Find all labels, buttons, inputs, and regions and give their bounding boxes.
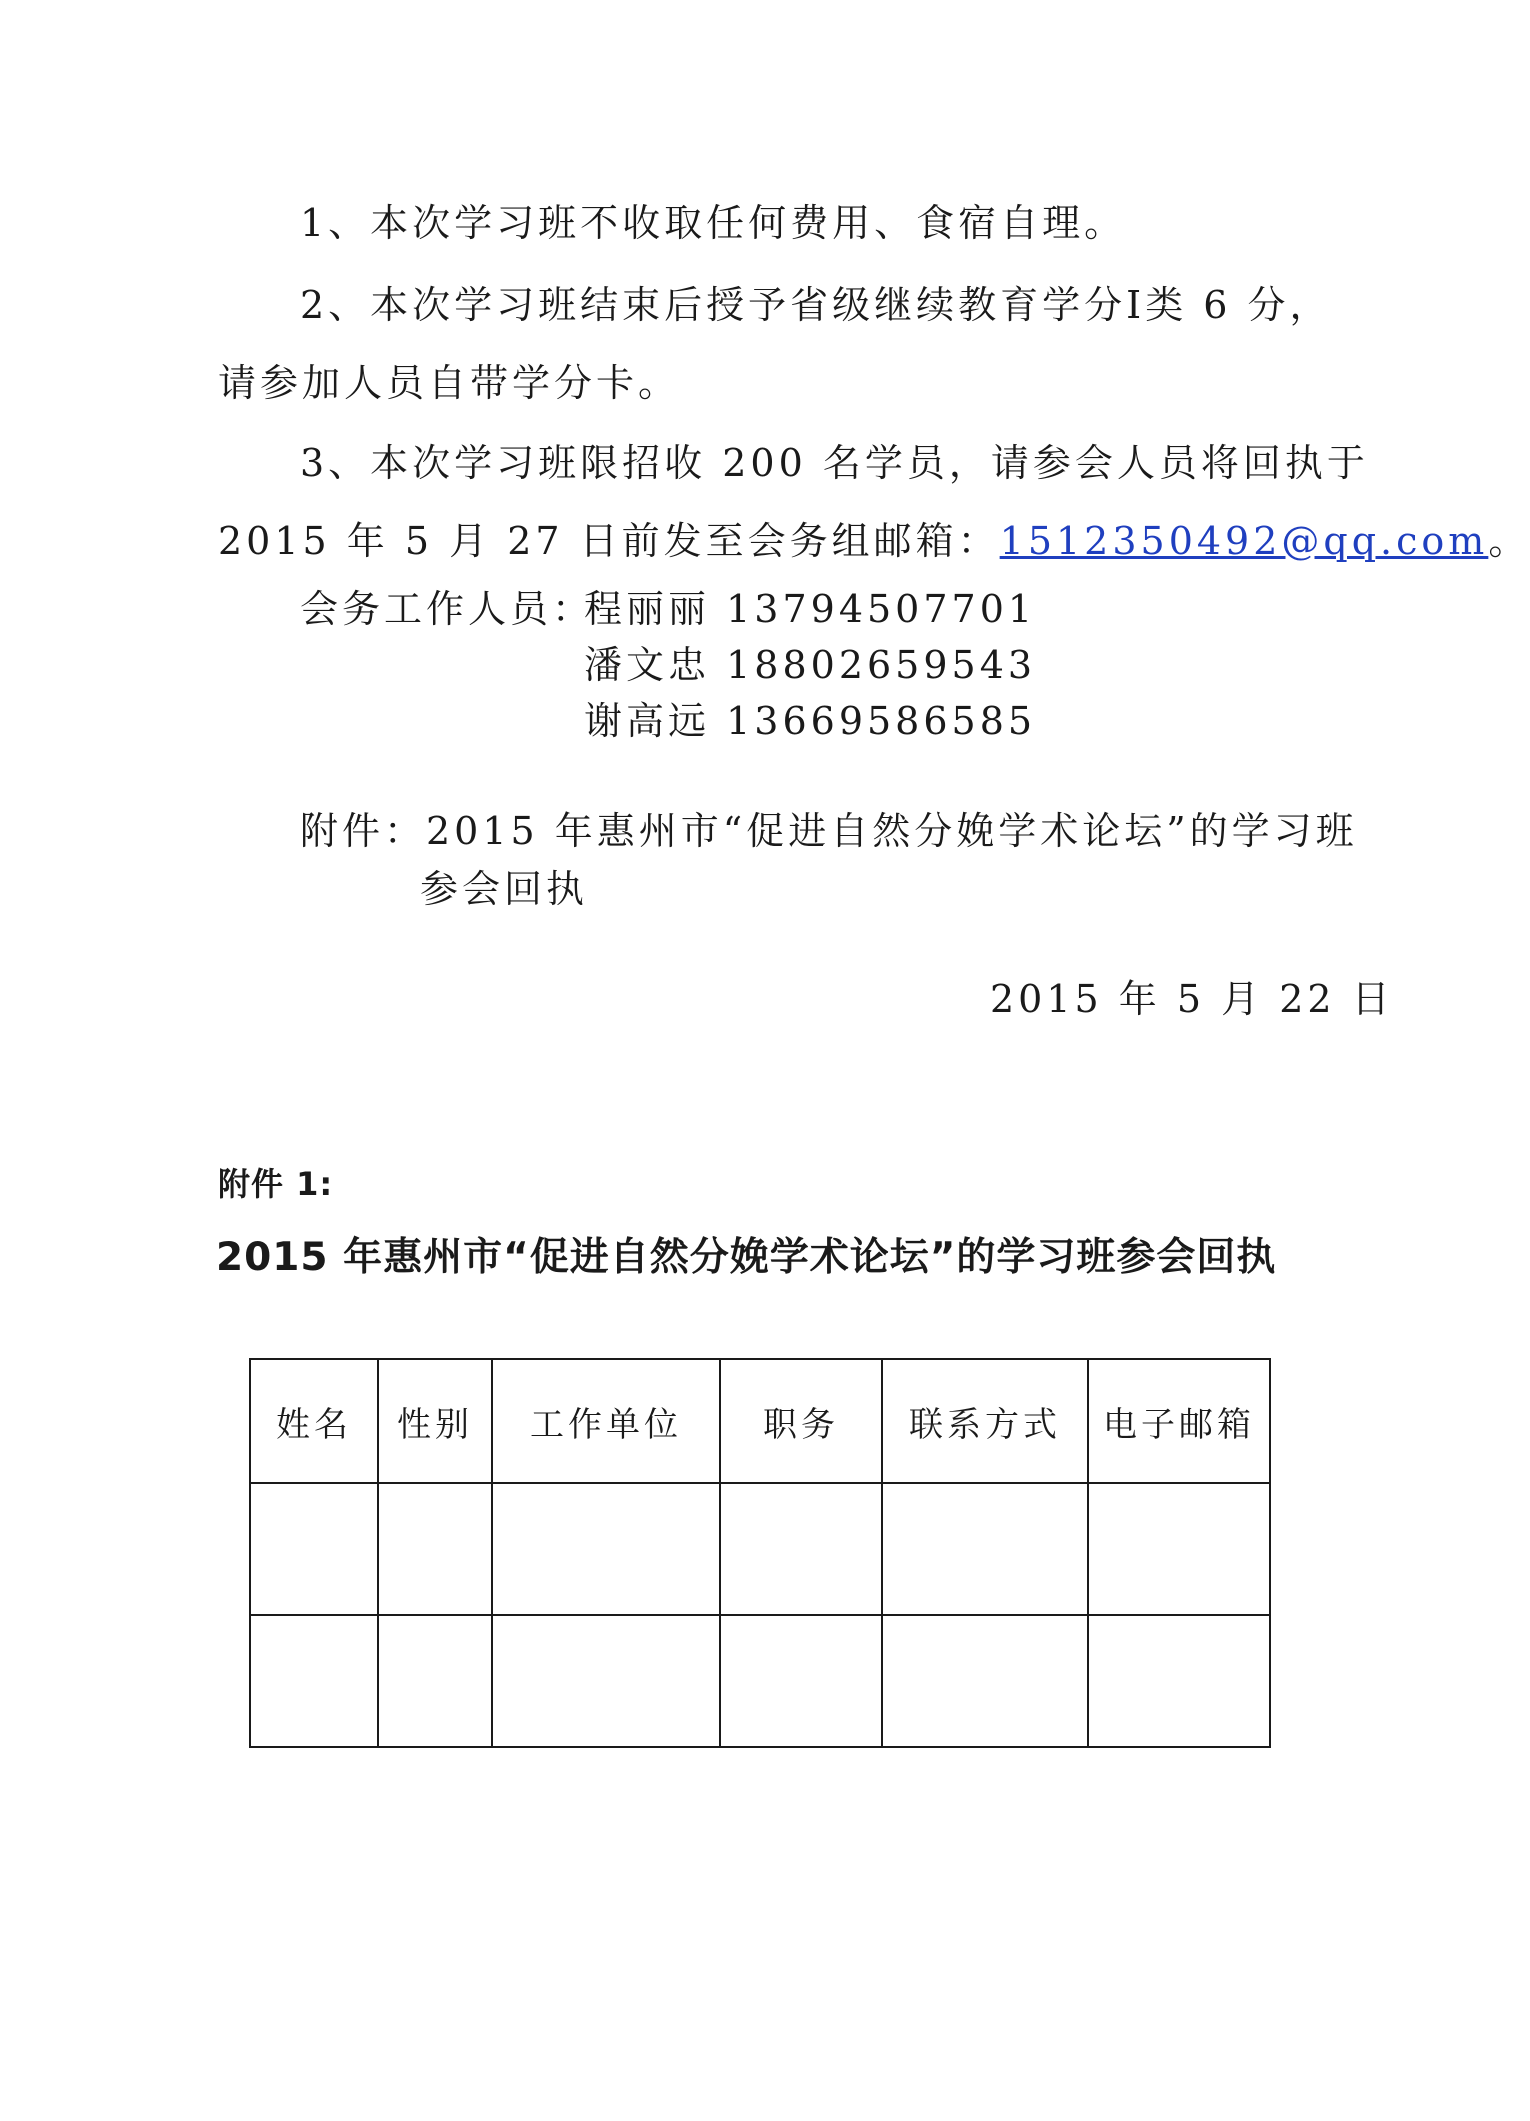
staff-member-3 — [584, 699, 1037, 743]
header-workplace: 工作单位 — [492, 1359, 720, 1483]
notice-item-3-line-2 — [218, 519, 1530, 563]
appendix-title: 2015 年惠州市“促进自然分娩学术论坛”的学习班参会回执 — [216, 1235, 1277, 1280]
staff-name: 程丽丽 — [584, 587, 711, 631]
staff-member-1 — [584, 587, 1037, 631]
table-cell[interactable] — [882, 1615, 1088, 1747]
registration-table — [249, 1358, 1271, 1748]
table-cell[interactable] — [250, 1483, 378, 1615]
table-cell[interactable] — [492, 1483, 720, 1615]
header-email: 电子邮箱 — [1088, 1359, 1270, 1483]
staff-name: 潘文忠 — [584, 643, 711, 687]
staff-phone: 18802659543 — [726, 643, 1037, 687]
notice-item-2-line-2: 请参加人员自带学分卡。 — [218, 361, 681, 405]
document-date: 2015 年 5 月 22 日 — [990, 977, 1394, 1021]
staff-member-2 — [584, 643, 1037, 687]
table-row — [250, 1615, 1270, 1747]
table-cell[interactable] — [1088, 1483, 1270, 1615]
table-cell[interactable] — [720, 1615, 882, 1747]
attachment-line-1: 附件：2015 年惠州市“促进自然分娩学术论坛”的学习班 — [300, 809, 1358, 853]
staff-phone: 13669586585 — [726, 699, 1037, 743]
notice-item-1: 1、本次学习班不收取任何费用、食宿自理。 — [300, 201, 1127, 245]
table-cell[interactable] — [492, 1615, 720, 1747]
staff-name: 谢高远 — [584, 699, 711, 743]
header-contact: 联系方式 — [882, 1359, 1088, 1483]
table-cell[interactable] — [378, 1615, 492, 1747]
staff-phone: 13794507701 — [726, 587, 1037, 631]
appendix-label: 附件 1: — [218, 1165, 334, 1203]
email-link[interactable]: 1512350492@qq.com — [999, 519, 1489, 563]
notice-item-2-line-1: 2、本次学习班结束后授予省级继续教育学分Ⅰ类 6 分， — [300, 283, 1332, 327]
period: 。 — [1488, 519, 1530, 563]
table-cell[interactable] — [1088, 1615, 1270, 1747]
attachment-line-2: 参会回执 — [420, 867, 589, 911]
table-cell[interactable] — [250, 1615, 378, 1747]
header-name: 姓名 — [250, 1359, 378, 1483]
header-gender: 性别 — [378, 1359, 492, 1483]
table-cell[interactable] — [882, 1483, 1088, 1615]
staff-label: 会务工作人员： — [300, 587, 595, 631]
table-header-row — [250, 1359, 1270, 1483]
table-cell[interactable] — [378, 1483, 492, 1615]
header-position: 职务 — [720, 1359, 882, 1483]
deadline-text: 2015 年 5 月 27 日前发至会务组邮箱： — [218, 519, 1000, 563]
notice-item-3-line-1: 3、本次学习班限招收 200 名学员，请参会人员将回执于 — [300, 441, 1369, 485]
table-cell[interactable] — [720, 1483, 882, 1615]
table-row — [250, 1483, 1270, 1615]
